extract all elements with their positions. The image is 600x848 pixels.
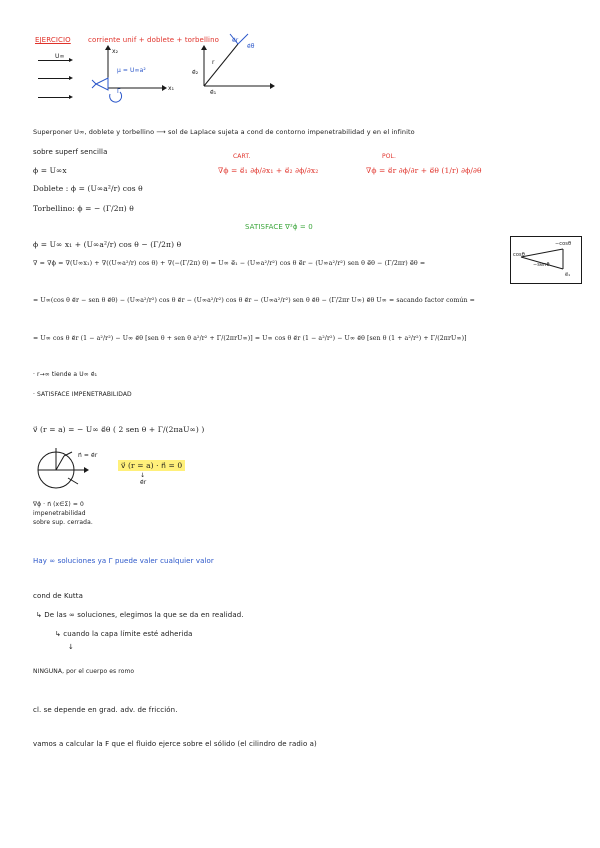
exercise-label: EJERCICIO: [35, 36, 71, 44]
e2-label: e⃗₂: [192, 69, 199, 76]
x2-axis-label: x₂: [112, 48, 119, 55]
derivation-line-3: = U∞(cos θ e⃗r − sen θ e⃗θ) − (U∞a²/r²) cos θ e⃗r − (U∞a²/r²) cos θ e⃗r − (U∞a²/r²) sen θ e⃗θ − (Γ/2πr U∞) e⃗θ U∞ = sacando factor común =: [33, 297, 475, 304]
u-inf-label: U∞: [55, 53, 65, 60]
x1-axis-label: x₁: [168, 85, 175, 92]
phi-doublet: Doblete : ϕ = (U∞a²/r) cos θ: [33, 184, 143, 193]
intro-line-2: sobre superf sencilla: [33, 148, 108, 156]
flow-arrow-1: [38, 60, 70, 61]
closed-surface-note: sobre sup. cerrada.: [33, 519, 93, 526]
box-e1-label: e⃗₁: [565, 272, 571, 278]
infinite-solutions-note: Hay ∞ soluciones ya Γ puede valer cualquier valor: [33, 557, 214, 565]
impenetrability-note: · SATISFACE IMPENETRABILIDAD: [33, 391, 132, 398]
pol-formula: ∇ϕ = e⃗r ∂ϕ/∂r + e⃗θ (1/r) ∂ϕ/∂θ: [366, 166, 482, 175]
highlight-condition: v⃗ (r = a) · n⃗ = 0: [118, 460, 185, 471]
cart-formula: ∇ϕ = e⃗₁ ∂ϕ/∂x₁ + e⃗₂ ∂ϕ/∂x₂: [218, 166, 319, 175]
phi-vortex: Torbellino: ϕ = − (Γ/2π) θ: [33, 204, 134, 213]
kutta-line-2: ↳ De las ∞ soluciones, elegimos la que se da en realidad.: [36, 611, 244, 619]
intro-line-1: Superponer U∞, doblete y torbellino ⟶ sol de Laplace sujeta a cond de contorno impenetrabilidad y en el infinito: [33, 128, 415, 136]
e-r-label: e⃗r: [232, 37, 239, 44]
mu-label: μ = U∞a²: [117, 67, 146, 74]
r-label: r: [212, 59, 215, 66]
kutta-arrow: ↓: [68, 643, 74, 651]
closing-line-2: vamos a calcular la F que el fluido ejerce sobre el sólido (el cilindro de radio a): [33, 740, 317, 748]
satisface-laplace: SATISFACE ∇²ϕ = 0: [245, 223, 313, 231]
closing-line-1: cl. se depende en grad. adv. de fricción.: [33, 706, 178, 714]
kutta-line-4: NINGUNA, por el cuerpo es romo: [33, 668, 135, 675]
kutta-heading: cond de Kutta: [33, 592, 83, 600]
vertical-arrow-note: e⃗r: [140, 479, 147, 486]
box-cos-label: cosθ: [513, 252, 525, 258]
box-msen-label: −senθ: [533, 262, 550, 268]
grad-normal: ∇ϕ · n⃗ (x∈Σ) = 0: [33, 501, 84, 508]
cart-label: CART.: [233, 153, 251, 160]
box-minus-cos-label: −cosθ: [555, 241, 572, 247]
pol-label: POL.: [382, 153, 396, 160]
vertical-arrow: ↓: [140, 472, 146, 479]
normal-label: n⃗ = e⃗r: [78, 452, 98, 459]
gamma-label: Γ: [117, 88, 121, 95]
phi-uniform: ϕ = U∞x: [33, 166, 67, 175]
kutta-line-3: ↳ cuando la capa límite esté adherida: [55, 630, 193, 638]
impenetrability-word: impenetrabilidad: [33, 510, 86, 517]
derivation-line-4: = U∞ cos θ e⃗r (1 − a²/r²) − U∞ e⃗θ [sen θ + sen θ a²/r² + Γ/(2πrU∞)] = U∞ cos θ e⃗r (1 − a²/r²) − U∞ e⃗θ [sen θ (1 + a²/r²) + Γ/(2πrU∞)]: [33, 335, 467, 342]
e-theta-label: e⃗θ: [247, 43, 255, 50]
exercise-subtitle: corriente unif + doblete + torbellino: [88, 36, 220, 44]
flow-arrow-2: [38, 78, 70, 79]
velocity-at-surface: v⃗ (r = a) = − U∞ e⃗θ ( 2 sen θ + Γ/(2πaU∞) ): [33, 425, 205, 434]
phi-total: ϕ = U∞ x₁ + (U∞a²/r) cos θ − (Γ/2π) θ: [33, 240, 182, 249]
gradient-line: ∇ = ∇ϕ = ∇(U∞x₁) + ∇((U∞a²/r) cos θ) + ∇(−(Γ/2π) θ) = U∞ e⃗₁ − (U∞a²/r²) cos θ e⃗r − (U∞a²/r²) sen θ e⃗θ − (Γ/2πr) e⃗θ =: [33, 260, 426, 267]
unit-vector-box: [510, 236, 582, 284]
flow-arrow-3: [38, 97, 70, 98]
e1-label: e⃗₁: [210, 89, 217, 96]
tends-note: · r→∞ tiende a U∞ e⃗₁: [33, 371, 98, 378]
